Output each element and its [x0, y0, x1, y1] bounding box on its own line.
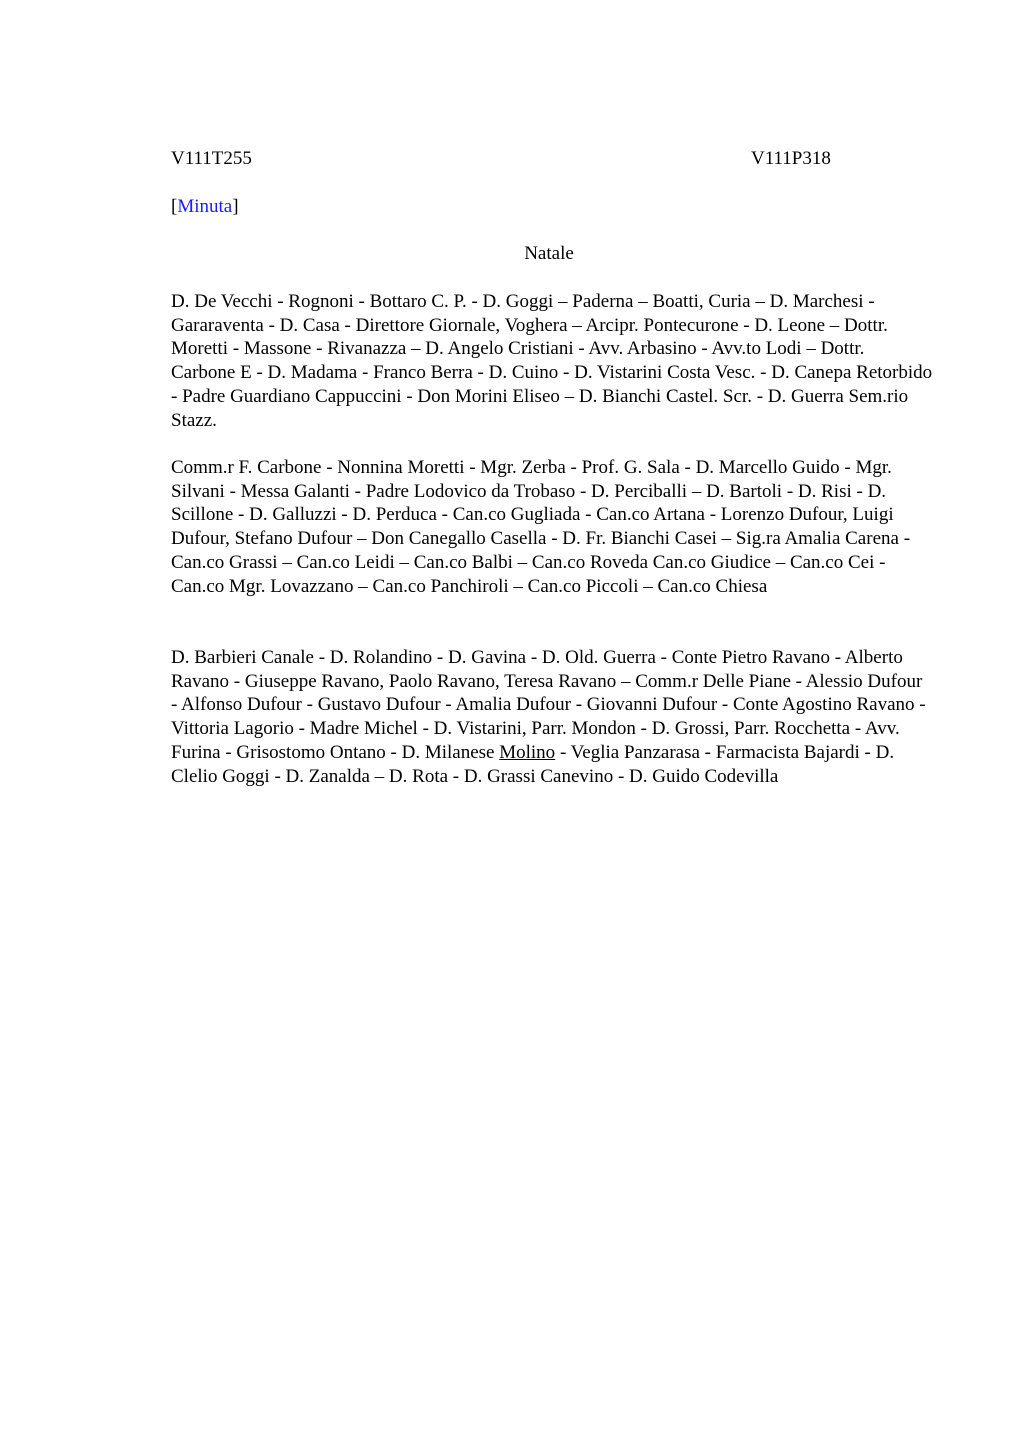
underlined-name-molino: Molino: [499, 741, 556, 763]
tag-open-bracket: [: [171, 196, 178, 217]
recipient-paragraph-3: [171, 646, 933, 788]
paragraph-3-text-before: D. Barbieri Canale - D. Rolandino - D. Gavina - D. Old. Guerra - Conte Pietro Ravano - Alberto Ravano - Giuseppe Ravano, Paolo Ravano, Teresa Ravano – Comm.r Delle Piane - Alessio Dufour - Alfonso Dufour - Gustavo Dufour - Amalia Dufour - Giovanni Dufour - Conte Agostino Ravano - Vittoria Lagorio - Madre Michel - D. Vistarini, Parr. Mondon - D. Grossi, Parr. Rocchetta - Avv. Furina - Grisostomo Ontano - D. Milanese: [171, 647, 926, 763]
paragraph-3-text-after: - Veglia Panzarasa - Farmacista Bajardi - D. Clelio Goggi - D. Zanalda – D. Rota - D. Grassi Canevino - D. Guido Codevilla: [171, 741, 895, 787]
recipient-paragraph-2: Comm.r F. Carbone - Nonnina Moretti - Mgr. Zerba - Prof. G. Sala - D. Marcello Guido - Mgr. Silvani - Messa Galanti - Padre Lodovico da Trobaso - D. Perciballi – D. Bartoli - D. Risi - D. Scillone - D. Galluzzi - D. Perduca - Can.co Gugliada - Can.co Artana - Lorenzo Dufour, Luigi Dufour, Stefano Dufour – Don Canegallo Casella - D. Fr. Bianchi Casei – Sig.ra Amalia Carena - Can.co Grassi – Can.co Leidi – Can.co Balbi – Can.co Roveda Can.co Giudice – Can.co Cei - Can.co Mgr. Lovazzano – Can.co Panchiroli – Can.co Piccoli – Can.co Chiesa: [171, 457, 911, 597]
document-code-right: V111P318: [751, 148, 831, 169]
document-title: Natale: [524, 243, 574, 264]
minuta-link[interactable]: Minuta: [177, 196, 233, 217]
minuta-tag: [171, 196, 239, 218]
tag-close-bracket: ]: [232, 196, 239, 217]
document-code-left: V111T255: [171, 148, 252, 169]
recipient-paragraph-1: D. De Vecchi - Rognoni - Bottaro C. P. - D. Goggi – Paderna – Boatti, Curia – D. Marchesi - Gararaventa - D. Casa - Direttore Giornale, Voghera – Arcipr. Pontecurone - D. Leone – Dottr. Moretti - Massone - Rivanazza – D. Angelo Cristiani - Avv. Arbasino - Avv.to Lodi – Dottr. Carbone E - D. Madama - Franco Berra - D. Cuino - D. Vistarini Costa Vesc. - D. Canepa Retorbido - Padre Guardiano Cappuccini - Don Morini Eliseo – D. Bianchi Castel. Scr. - D. Guerra Sem.rio Stazz.: [171, 291, 933, 431]
